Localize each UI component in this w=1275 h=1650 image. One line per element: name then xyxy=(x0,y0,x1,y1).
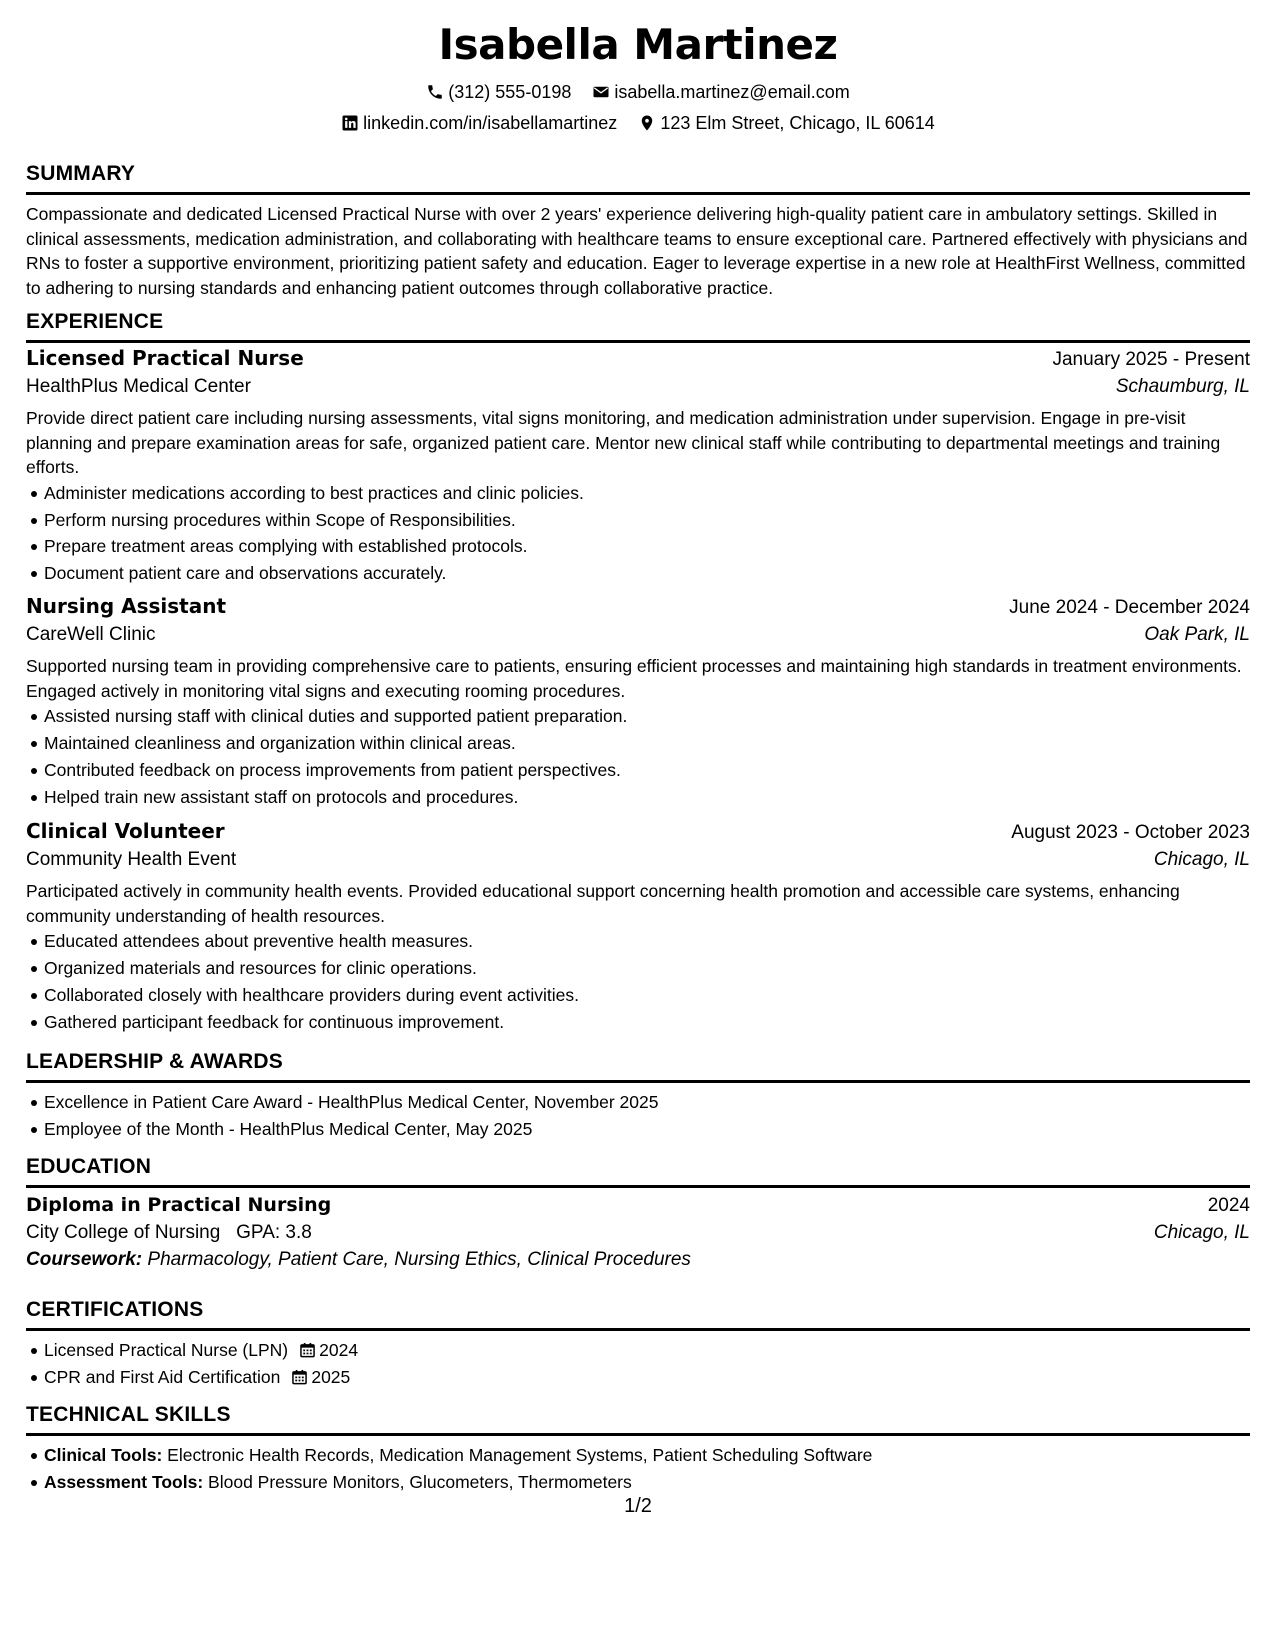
job-location: Oak Park, IL xyxy=(1144,624,1250,645)
job-title: Nursing Assistant xyxy=(26,594,227,618)
skill-value: Electronic Health Records, Medication Management Systems, Patient Scheduling Software xyxy=(167,1445,873,1465)
school-location: Chicago, IL xyxy=(1153,1222,1250,1243)
experience-section xyxy=(26,309,1250,343)
job-entry xyxy=(26,819,1250,1035)
page-number: 1/2 xyxy=(624,1495,652,1517)
section-title: EXPERIENCE xyxy=(26,310,164,333)
envelope-icon xyxy=(592,83,610,101)
section-title: CERTIFICATIONS xyxy=(26,1298,204,1321)
job-bullet-list xyxy=(26,703,1250,810)
certifications-list xyxy=(26,1337,1250,1391)
school-info xyxy=(26,1222,312,1244)
list-item: Contributed feedback on process improvements from patient perspectives. xyxy=(26,757,1250,784)
section-divider xyxy=(26,1328,1250,1331)
skills-list xyxy=(26,1442,1250,1496)
awards-section xyxy=(26,1049,1250,1143)
list-item: Maintained cleanliness and organization within clinical areas. xyxy=(26,730,1250,757)
school-name: City College of Nursing xyxy=(26,1222,221,1243)
list-item: Organized materials and resources for clinic operations. xyxy=(26,955,1250,982)
job-entry xyxy=(26,346,1250,587)
list-item xyxy=(26,1337,1250,1364)
section-title: SUMMARY xyxy=(26,162,136,185)
calendar-icon xyxy=(300,1342,315,1358)
email-contact[interactable] xyxy=(592,80,849,104)
linkedin-contact[interactable] xyxy=(341,111,617,135)
job-dates: August 2023 - October 2023 xyxy=(1011,822,1250,843)
list-item: Employee of the Month - HealthPlus Medical Center, May 2025 xyxy=(26,1116,1250,1143)
coursework-line xyxy=(26,1249,1250,1271)
section-title: LEADERSHIP & AWARDS xyxy=(26,1050,283,1073)
gpa-text: GPA: 3.8 xyxy=(236,1222,312,1243)
calendar-icon xyxy=(292,1369,307,1385)
job-location: Schaumburg, IL xyxy=(1115,376,1250,397)
job-bullet-list xyxy=(26,480,1250,587)
map-marker-icon xyxy=(638,114,656,132)
coursework-text: Pharmacology, Patient Care, Nursing Ethics, Clinical Procedures xyxy=(147,1249,691,1270)
address-text: 123 Elm Street, Chicago, IL 60614 xyxy=(660,113,935,133)
cert-name: Licensed Practical Nurse (LPN) xyxy=(44,1340,289,1360)
list-item xyxy=(26,1469,1250,1496)
degree-title: Diploma in Practical Nursing xyxy=(26,1194,332,1216)
job-bullet-list xyxy=(26,928,1250,1035)
skill-value: Blood Pressure Monitors, Glucometers, Thermometers xyxy=(208,1471,632,1492)
coursework-label: Coursework: xyxy=(26,1249,143,1270)
graduation-year: 2024 xyxy=(1207,1195,1250,1216)
resume-page xyxy=(26,0,1250,1650)
awards-list xyxy=(26,1089,1250,1143)
list-item xyxy=(26,1364,1250,1391)
certifications-section xyxy=(26,1297,1250,1391)
section-divider xyxy=(26,1080,1250,1083)
job-dates: June 2024 - December 2024 xyxy=(1009,597,1250,618)
linkedin-icon xyxy=(341,114,359,132)
candidate-name: Isabella Martinez xyxy=(438,20,838,69)
list-item: Helped train new assistant staff on protocols and procedures. xyxy=(26,784,1250,811)
list-item xyxy=(26,1442,1250,1469)
job-title: Licensed Practical Nurse xyxy=(26,346,304,370)
phone-contact xyxy=(426,80,571,104)
job-organization: HealthPlus Medical Center xyxy=(26,376,251,397)
job-entry xyxy=(26,594,1250,810)
job-description: Supported nursing team in providing comprehensive care to patients, ensuring efficient processes and maintaining high standards in treatment environments. Engaged actively in monitoring vital signs and executing rooming procedures. xyxy=(26,656,1242,701)
section-divider xyxy=(26,1433,1250,1436)
section-divider xyxy=(26,340,1250,343)
job-dates: January 2025 - Present xyxy=(1052,349,1250,370)
job-location: Chicago, IL xyxy=(1153,849,1250,870)
linkedin-text[interactable]: linkedin.com/in/isabellamartinez xyxy=(363,113,618,133)
section-divider xyxy=(26,192,1250,195)
contact-line-2 xyxy=(26,111,1250,138)
email-text[interactable]: isabella.martinez@email.com xyxy=(614,82,850,102)
skills-section xyxy=(26,1402,1250,1496)
contact-line-1 xyxy=(26,80,1250,107)
list-item: Administer medications according to best practices and clinic policies. xyxy=(26,480,1250,507)
list-item: Gathered participant feedback for continuous improvement. xyxy=(26,1009,1250,1036)
list-item: Assisted nursing staff with clinical duties and supported patient preparation. xyxy=(26,703,1250,730)
education-section xyxy=(26,1154,1250,1271)
list-item: Document patient care and observations accurately. xyxy=(26,560,1250,587)
phone-icon xyxy=(426,83,444,101)
list-item: Prepare treatment areas complying with established protocols. xyxy=(26,533,1250,560)
job-description: Provide direct patient care including nursing assessments, vital signs monitoring, and medication administration under supervision. Engage in pre-visit planning and prepare examination areas for safe, organized patient care. Mentor new clinical staff while contributing to departmental meetings and training efforts. xyxy=(26,408,1221,478)
list-item: Perform nursing procedures within Scope of Responsibilities. xyxy=(26,507,1250,534)
job-organization: Community Health Event xyxy=(26,849,237,870)
cert-year: 2024 xyxy=(319,1340,359,1360)
skill-label: Assessment Tools: xyxy=(44,1471,204,1492)
section-title: EDUCATION xyxy=(26,1155,152,1178)
job-title: Clinical Volunteer xyxy=(26,819,225,843)
section-title: TECHNICAL SKILLS xyxy=(26,1403,231,1426)
job-organization: CareWell Clinic xyxy=(26,624,156,645)
list-item: Collaborated closely with healthcare providers during event activities. xyxy=(26,982,1250,1009)
summary-section xyxy=(26,161,1250,300)
cert-name: CPR and First Aid Certification xyxy=(44,1366,281,1387)
list-item: Educated attendees about preventive health measures. xyxy=(26,928,1250,955)
list-item: Excellence in Patient Care Award - HealthPlus Medical Center, November 2025 xyxy=(26,1089,1250,1116)
address-contact xyxy=(638,111,935,135)
cert-year: 2025 xyxy=(311,1366,351,1387)
phone-text: (312) 555-0198 xyxy=(448,82,572,102)
skill-label: Clinical Tools: xyxy=(44,1445,163,1465)
section-divider xyxy=(26,1185,1250,1188)
summary-text: Compassionate and dedicated Licensed Practical Nurse with over 2 years' experience delivering high-quality patient care in ambulatory settings. Skilled in clinical assessments, medication administration, and collaborating with healthcare teams to ensure exceptional care. Partnered effectively with physicians and RNs to foster a supportive environment, prioritizing patient safety and education. Eager to leverage expertise in a new role at HealthFirst Wellness, committed to adhering to nursing standards and enhancing patient outcomes through collaborative practice. xyxy=(26,204,1248,298)
job-description: Participated actively in community health events. Provided educational support concerning health promotion and accessible care systems, enhancing community understanding of health resources. xyxy=(26,881,1180,926)
